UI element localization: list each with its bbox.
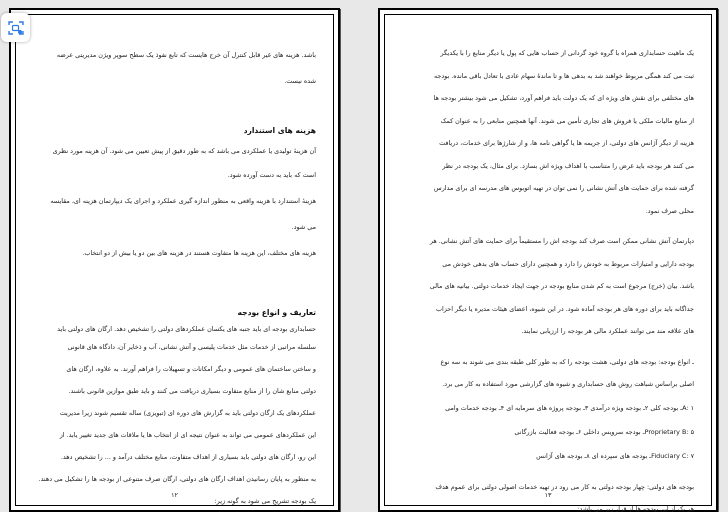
list-item (400, 444, 694, 468)
paragraph-line: جداگانه باید برای دوره های هر بودجه آماده شود. در این شیوه، اعضای هیئات مدیره یا دیگر احزاب (435, 304, 694, 313)
paragraph-line: و ساختن ساختمان های عمومی و دیگر امکانات و تسهیلات را فراهم آورند. به علاوه، ارگان های (66, 365, 316, 373)
section-heading: تعاریف و انواع بودجه (237, 308, 316, 317)
paragraph-line: اصلی براساس شباهت روش های حسابداری و شیوه های گزارشی مورد استفاده به کار می برد. (442, 380, 694, 388)
section-heading: هزینه های استندارد (243, 126, 316, 135)
paragraph-line: شده نیست. (284, 77, 316, 85)
paragraph-line: حسابداری بودجه ای باید جنبه های یکسان عملکردهای دولتی را تشخیص دهد. ارگان های دولتی باید (57, 325, 316, 333)
document-page-right (378, 8, 718, 512)
paragraph-line: سلسله مراتبی از خدمات مثل خدمات پلیسی و آتش نشانی، آب و ذخایر آن، دادگاه های قانونی (67, 343, 316, 351)
paragraph-line: دپارتمان آتش نشانی ممکن است صرف کند بودجه اش را مستقیماً برای حمایت های آتش نشانی. هر (429, 237, 694, 245)
paragraph-line: های مختلفی برای نقش های ویژه ای که یک دولت باید فراهم آورد، تشکیل می شود بیشتر بودجه ها (433, 94, 694, 102)
list-item-prefix: Fiduciary C: (651, 451, 689, 460)
page-content (37, 42, 316, 512)
paragraph-line: این رو، ارگان های دولتی باید بسیاری از اهداف متفاوت، منابع مختلف درآمد و ... را تشخیص دهد. (60, 453, 316, 461)
paragraph-line: گرفته شده برای حمایت های آتش نشانی را نمی توان در تهیه اتوبوس های مدرسه ای برای مدارس (433, 184, 694, 192)
paragraph-line: باشد. هزینه های غیر قابل کنترل آن خرج هایست که تابع نفوذ یک سطح سوپر ویژن مدیریتی عرضه (56, 51, 316, 59)
paragraph-line: هر یک از این بودجه ها از قرار زیر می باشد: (577, 505, 694, 512)
paragraph-line: آن هزینهٔ تولیدی یا عملکردی می باشد که به طور دقیق از پیش تعیین می شود. آن هزینه مورد نظری (52, 147, 316, 155)
page-content (400, 42, 694, 512)
list-item-prefix: Proprietary B: (644, 427, 689, 436)
paragraph-line: می کنند هر بودجه باید غرض را متناسب با اهداف ویژه اش بسازد. برای مثال، یک بودجه در نظر (442, 161, 694, 170)
paragraph-line: است که باید به دست آورده شود. (227, 171, 316, 179)
paragraph-line: ثبت می کند همگی مربوط خواهند شد به بدهی ها و تا ماندهٔ سهام عادی با تعادل باقی مانده. بودجه (433, 71, 694, 80)
paragraph-line: این عملکردهای عمومی می تواند به عنوان نتیجه ای از انتخاب ها یا ملاقات های جدید تغییر یابد. از (59, 431, 316, 439)
paragraph-line: یک بودجه تشریح می شود به گونه زیر: (214, 497, 316, 505)
paragraph-line: محلی صرف نمود. (645, 206, 694, 215)
list-item-text: ۵ـ بودجه سرویس داخلی ۶ـ بودجه فعالیت بازرگانی (514, 427, 694, 436)
extension-puzzle-icon-svg (7, 19, 25, 37)
list-item-text: ۷ـ بودجه های سپرده ای ۸ـ بودجه های آژانس (536, 451, 694, 460)
page-number: ۱۲ (171, 491, 178, 499)
paragraph-line: از منابع مالیات ملکی یا فروش های تجاری تأمین می شوند. آنها همچنین منابعی را به عنوان کمک (440, 116, 694, 125)
document-page-left (9, 8, 340, 512)
list-item-text: ۱ـ بودجه کلی ۲ـ بودجه ویژه درآمدی ۳ـ بودجه پروژه های سرمایه ای ۴ـ بودجه خدمات وامی (445, 403, 694, 412)
paragraph-line: می شود. (291, 223, 316, 231)
paragraph-line: باشد. بیان (خرج) مرجوع است به کم شدن منابع بودجه در جهت ایجاد خدمات دولتی. بیانیه های مالی (429, 282, 694, 290)
list-item (400, 396, 694, 420)
paragraph-line: به منظور به پایان رسانیدن اهداف ارگان های دولتی، ارگان صرف متنوعی از بودجه ها را تشکیل می دهند. (38, 475, 316, 483)
paragraph-line: دولتی منابع شان را از منابع متفاوت بسیاری دریافت می کنند و باید طبق موازین قانونی باشند. (68, 387, 316, 395)
paragraph-line: عملکردهای یک ارگان دولتی باید به گزارش های دوره ای (تبویزی) ساله تقسیم شوند زیرا مدیریت (59, 409, 316, 417)
page-number: ۱۳ (544, 491, 552, 499)
paragraph-line: بودجه دارایی و امتیازات مربوط به خودش را دارد و همچنین دارای حساب های بدهی خودش می (442, 259, 694, 268)
extension-puzzle-icon[interactable] (1, 13, 30, 42)
paragraph-line: یک ماهیت حسابداری همراه با گروه خود گردانی از حساب هایی که پول یا دیگر منابع را با یکدیگر (440, 49, 694, 57)
list-item-prefix: A: (682, 403, 689, 412)
paragraph-line: ـ انواع بودجه: بودجه های دولتی، هشت بودجه را که به طور کلی طبقه بندی می شوند به سه نوع (440, 357, 694, 366)
list-item (400, 420, 694, 444)
paragraph-line: بودجه های دولتی: چهار بودجه دولتی به کار می رود در تهیه خدمات اصولی دولتی برای عموم هدف (435, 482, 694, 491)
paragraph-line: هزینهٔ استندارد با هزینه واقعی به منظور اندازه گیری عملکرد و اجرای یک دیپارتمان هزینه ای، مقایسه (50, 197, 316, 205)
paragraph-line: هزینه های مختلف، این هزینه ها متفاوت هستند در هزینه های بین دو یا بیش از دو انتخاب. (82, 249, 316, 257)
paragraph-line: هزینه از دیگر آژانس های دولتی، از جریمه ها یا گواهی نامه ها، و از شارژها برای خدمات، دریافت (439, 139, 694, 147)
paragraph-line: های علاقه مند می توانند عملکرد مالی هر بودجه را ارزیابی نمایند. (521, 327, 694, 335)
